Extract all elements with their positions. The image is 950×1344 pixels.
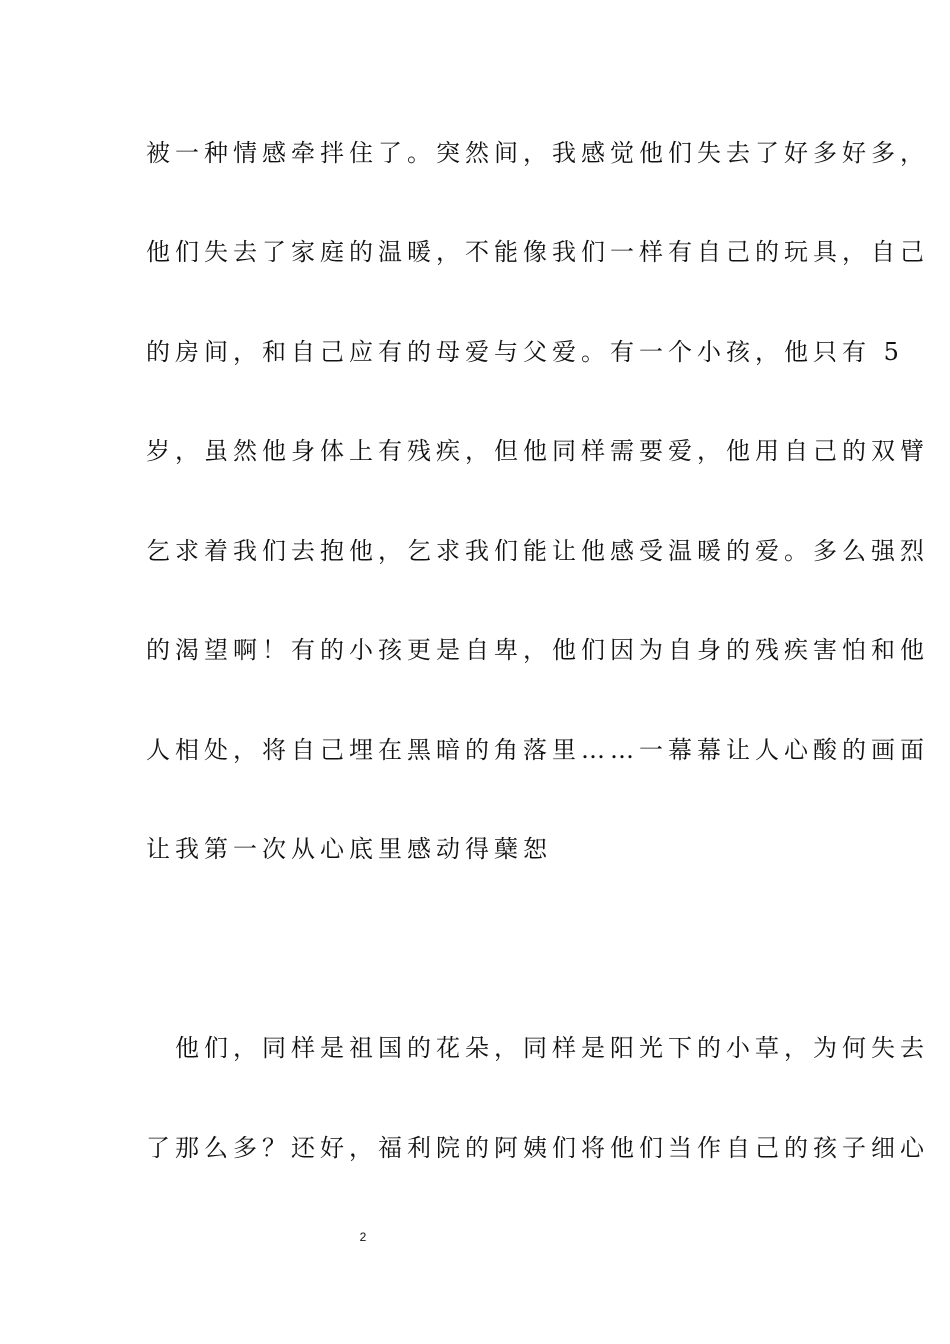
paragraph-1-line-1: 被一种情感牵拌住了。突然间，我感觉他们失去了好多好多， [146,139,929,167]
paragraph-1-line-8: 让我第一次从心底里感动得蘖恕 [146,835,552,863]
paragraph-1-line-4: 岁，虽然他身体上有残疾，但他同样需要爱，他用自己的双臂 [146,437,929,465]
paragraph-1-line-6: 的渴望啊！有的小孩更是自卑，他们因为自身的残疾害怕和他 [146,636,929,664]
paragraph-2-line-2: 了那么多？还好，福利院的阿姨们将他们当作自己的孩子细心 [146,1134,929,1162]
paragraph-1-line-2: 他们失去了家庭的温暖，不能像我们一样有自己的玩具，自己 [146,238,929,266]
page-number: 2 [359,1230,367,1244]
paragraph-1-line-5: 乞求着我们去抱他，乞求我们能让他感受温暖的爱。多么强烈 [146,537,929,565]
paragraph-1-line-3: 的房间，和自己应有的母爱与父爱。有一个小孩，他只有 5 [146,338,904,366]
paragraph-1-line-7: 人相处，将自己埋在黑暗的角落里……一幕幕让人心酸的画面 [146,736,929,764]
paragraph-2-line-1: 他们，同样是祖国的花朵，同样是阳光下的小草，为何失去 [146,1034,929,1062]
